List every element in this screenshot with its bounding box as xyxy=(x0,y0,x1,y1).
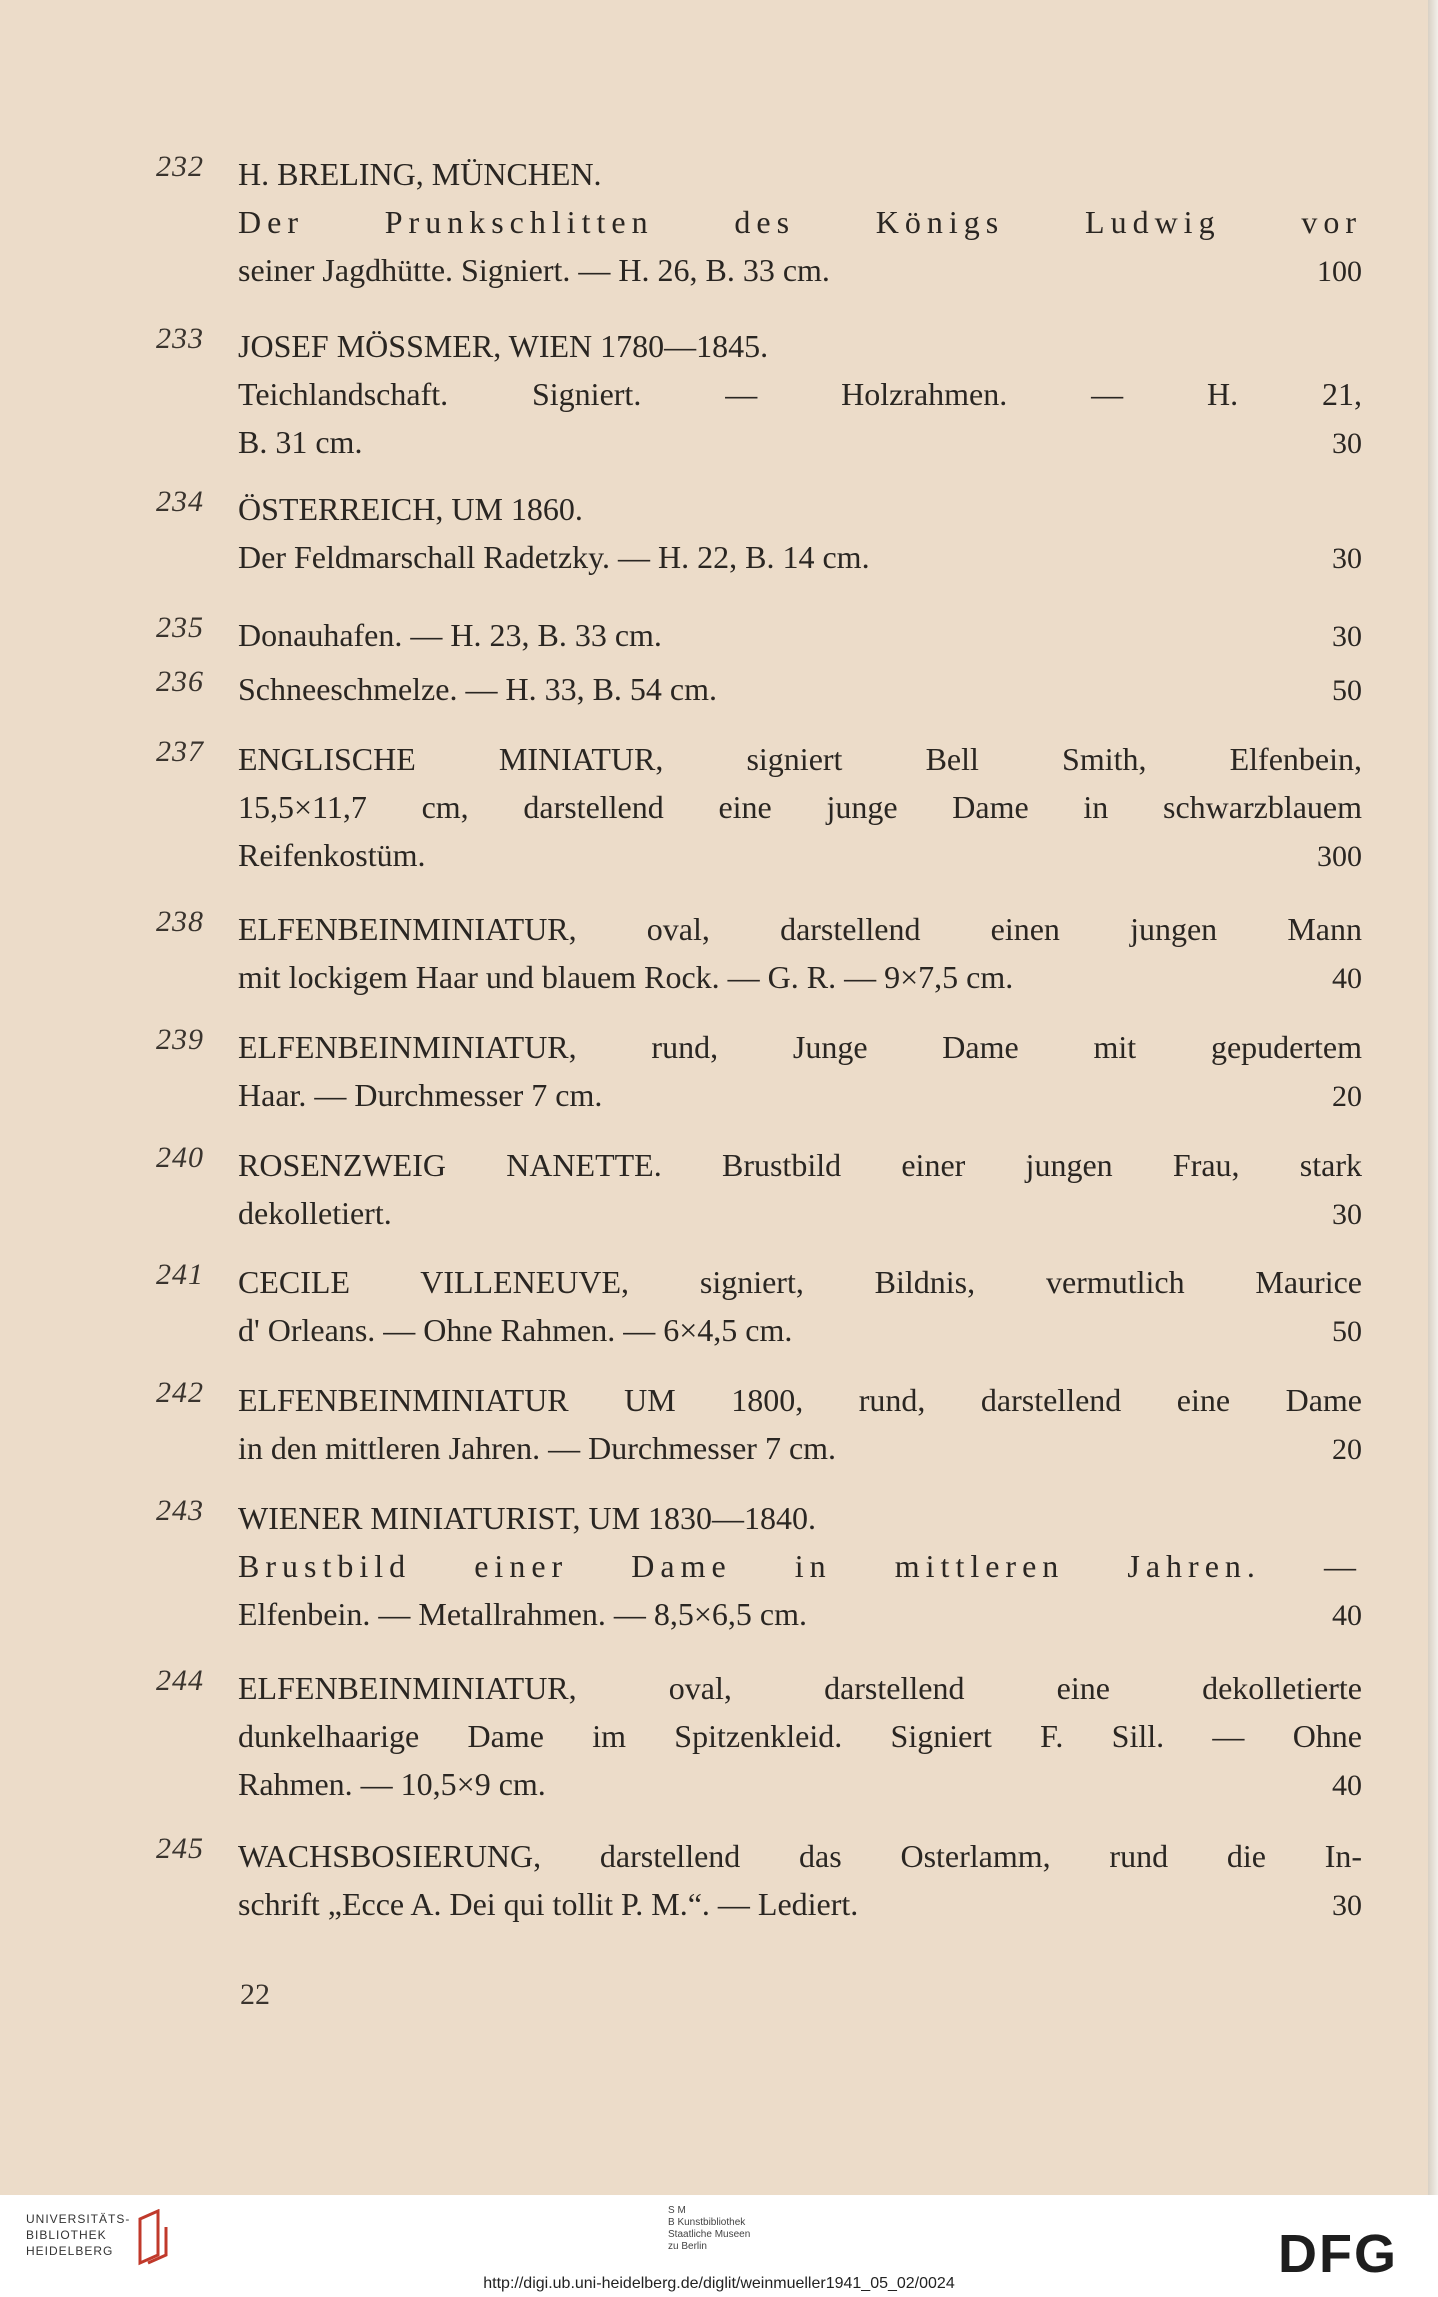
lot-number: 240 xyxy=(156,1141,204,1174)
catalog-entry xyxy=(156,1376,1362,1472)
estimate-price: 30 xyxy=(1332,1889,1362,1922)
entry-text: ÖSTERREICH, UM 1860. xyxy=(238,491,583,527)
entry-line xyxy=(238,418,1362,466)
catalog-entry xyxy=(156,1494,1362,1638)
entry-line xyxy=(238,1880,1362,1928)
estimate-price: 300 xyxy=(1317,840,1362,873)
entry-text: Brustbild einer Dame in mittleren Jahren. — xyxy=(238,1548,1362,1584)
entry-line xyxy=(238,1023,1362,1071)
lot-number: 233 xyxy=(156,322,204,355)
footer xyxy=(0,2195,1438,2297)
entry-line xyxy=(238,1590,1362,1638)
entry-line xyxy=(238,246,1362,294)
catalog-entry xyxy=(156,665,1362,713)
entry-text: Der Prunkschlitten des Königs Ludwig vor xyxy=(238,204,1362,240)
entry-text: schrift „Ecce A. Dei qui tollit P. M.“. — Lediert. xyxy=(238,1886,859,1922)
lot-number: 234 xyxy=(156,485,204,518)
center-label-line: S M xyxy=(668,2205,686,2216)
estimate-price: 20 xyxy=(1332,1080,1362,1113)
entry-line xyxy=(238,665,1362,713)
entry-line xyxy=(238,905,1362,953)
estimate-price: 50 xyxy=(1332,1315,1362,1348)
entry-text: ROSENZWEIG NANETTE. Brustbild einer jungen Frau, stark xyxy=(238,1147,1362,1183)
estimate-price: 30 xyxy=(1332,1198,1362,1231)
university-label-line: BIBLIOTHEK xyxy=(26,2228,107,2242)
entry-text: JOSEF MÖSSMER, WIEN 1780—1845. xyxy=(238,328,769,364)
entry-text: dekolletiert. xyxy=(238,1195,392,1231)
entry-line xyxy=(238,1189,1362,1237)
entry-text: WIENER MINIATURIST, UM 1830—1840. xyxy=(238,1500,817,1536)
entry-line xyxy=(238,735,1362,783)
catalog-entry xyxy=(156,905,1362,1001)
catalog-entry xyxy=(156,150,1362,294)
entry-text: B. 31 cm. xyxy=(238,424,363,460)
lot-number: 239 xyxy=(156,1023,204,1056)
entry-line xyxy=(238,198,1362,246)
estimate-price: 40 xyxy=(1332,962,1362,995)
entry-line xyxy=(238,783,1362,831)
entry-text: seiner Jagdhütte. Signiert. — H. 26, B. 33 cm. xyxy=(238,252,830,288)
entry-line xyxy=(238,1258,1362,1306)
entry-line xyxy=(238,1141,1362,1189)
catalog-entry xyxy=(156,735,1362,879)
dfg-logo[interactable]: DFG xyxy=(1278,2224,1398,2284)
estimate-price: 40 xyxy=(1332,1599,1362,1632)
lot-number: 244 xyxy=(156,1664,204,1697)
estimate-price: 40 xyxy=(1332,1769,1362,1802)
entry-line xyxy=(238,953,1362,1001)
kunstbibliothek-label xyxy=(668,2205,750,2253)
catalog-entry xyxy=(156,1141,1362,1237)
entry-line xyxy=(238,1071,1362,1119)
entry-text: Elfenbein. — Metallrahmen. — 8,5×6,5 cm. xyxy=(238,1596,808,1632)
entry-line xyxy=(238,1664,1362,1712)
entry-line xyxy=(238,1712,1362,1760)
estimate-price: 50 xyxy=(1332,674,1362,707)
lot-number: 238 xyxy=(156,905,204,938)
entry-text: ENGLISCHE MINIATUR, signiert Bell Smith, Elfenbein, xyxy=(238,741,1362,777)
catalog-entry xyxy=(156,322,1362,466)
entry-line xyxy=(238,1376,1362,1424)
entry-text: Der Feldmarschall Radetzky. — H. 22, B. 14 cm. xyxy=(238,539,870,575)
entry-line xyxy=(238,831,1362,879)
catalog-entry xyxy=(156,1023,1362,1119)
lot-number: 237 xyxy=(156,735,204,768)
entry-line xyxy=(238,1424,1362,1472)
permalink-url[interactable]: http://digi.ub.uni-heidelberg.de/diglit/weinmueller1941_05_02/0024 xyxy=(483,2275,955,2292)
lot-number: 243 xyxy=(156,1494,204,1527)
estimate-price: 30 xyxy=(1332,427,1362,460)
university-logo-icon[interactable] xyxy=(136,2209,172,2267)
lot-number: 232 xyxy=(156,150,204,183)
entry-text: ELFENBEINMINIATUR, rund, Junge Dame mit gepudertem xyxy=(238,1029,1362,1065)
university-label-line: UNIVERSITÄTS- xyxy=(26,2212,131,2226)
entry-line xyxy=(238,1542,1362,1590)
entry-line xyxy=(238,611,1362,659)
entry-text: Haar. — Durchmesser 7 cm. xyxy=(238,1077,603,1113)
page-edge xyxy=(1428,0,1438,2195)
university-label-line: HEIDELBERG xyxy=(26,2244,114,2258)
entry-text: WACHSBOSIERUNG, darstellend das Osterlamm, rund die In- xyxy=(238,1838,1362,1874)
entry-text: Schneeschmelze. — H. 33, B. 54 cm. xyxy=(238,671,717,707)
lot-number: 241 xyxy=(156,1258,204,1291)
center-label-line: zu Berlin xyxy=(668,2241,707,2252)
estimate-price: 20 xyxy=(1332,1433,1362,1466)
entry-text: mit lockigem Haar und blauem Rock. — G. R. — 9×7,5 cm. xyxy=(238,959,1014,995)
entry-line xyxy=(238,485,1362,533)
entry-text: Teichlandschaft. Signiert. — Holzrahmen. — H. 21, xyxy=(238,376,1362,412)
entry-text: ELFENBEINMINIATUR, oval, darstellend einen jungen Mann xyxy=(238,911,1362,947)
estimate-price: 100 xyxy=(1317,255,1362,288)
lot-number: 236 xyxy=(156,665,204,698)
entry-line xyxy=(238,533,1362,581)
catalog-entry xyxy=(156,611,1362,659)
entry-line xyxy=(238,150,1362,198)
entry-line xyxy=(238,1494,1362,1542)
entry-line xyxy=(238,1832,1362,1880)
entry-text: CECILE VILLENEUVE, signiert, Bildnis, vermutlich Maurice xyxy=(238,1264,1362,1300)
center-label-line: B Kunstbibliothek xyxy=(668,2217,746,2228)
center-label-line: Staatliche Museen xyxy=(668,2229,751,2240)
university-library-label[interactable] xyxy=(26,2211,130,2259)
lot-number: 245 xyxy=(156,1832,204,1865)
catalog-entry xyxy=(156,1664,1362,1808)
entry-line xyxy=(238,322,1362,370)
catalog-entry xyxy=(156,485,1362,581)
entry-text: d' Orleans. — Ohne Rahmen. — 6×4,5 cm. xyxy=(238,1312,793,1348)
catalog-entry xyxy=(156,1832,1362,1928)
entry-line xyxy=(238,370,1362,418)
lot-number: 235 xyxy=(156,611,204,644)
estimate-price: 30 xyxy=(1332,542,1362,575)
entry-text: dunkelhaarige Dame im Spitzenkleid. Signiert F. Sill. — Ohne xyxy=(238,1718,1362,1754)
entry-text: Rahmen. — 10,5×9 cm. xyxy=(238,1766,546,1802)
entry-text: Reifenkostüm. xyxy=(238,837,426,873)
lot-number: 242 xyxy=(156,1376,204,1409)
entry-text: 15,5×11,7 cm, darstellend eine junge Dame in schwarzblauem xyxy=(238,789,1362,825)
entry-text: H. BRELING, MÜNCHEN. xyxy=(238,156,602,192)
entry-text: ELFENBEINMINIATUR, oval, darstellend eine dekolletierte xyxy=(238,1670,1362,1706)
entry-text: ELFENBEINMINIATUR UM 1800, rund, darstellend eine Dame xyxy=(238,1382,1362,1418)
catalog-entry xyxy=(156,1258,1362,1354)
entry-line xyxy=(238,1306,1362,1354)
entry-line xyxy=(238,1760,1362,1808)
estimate-price: 30 xyxy=(1332,620,1362,653)
entry-text: in den mittleren Jahren. — Durchmesser 7 cm. xyxy=(238,1430,837,1466)
entry-text: Donauhafen. — H. 23, B. 33 cm. xyxy=(238,617,662,653)
page-number: 22 xyxy=(240,1978,270,2011)
